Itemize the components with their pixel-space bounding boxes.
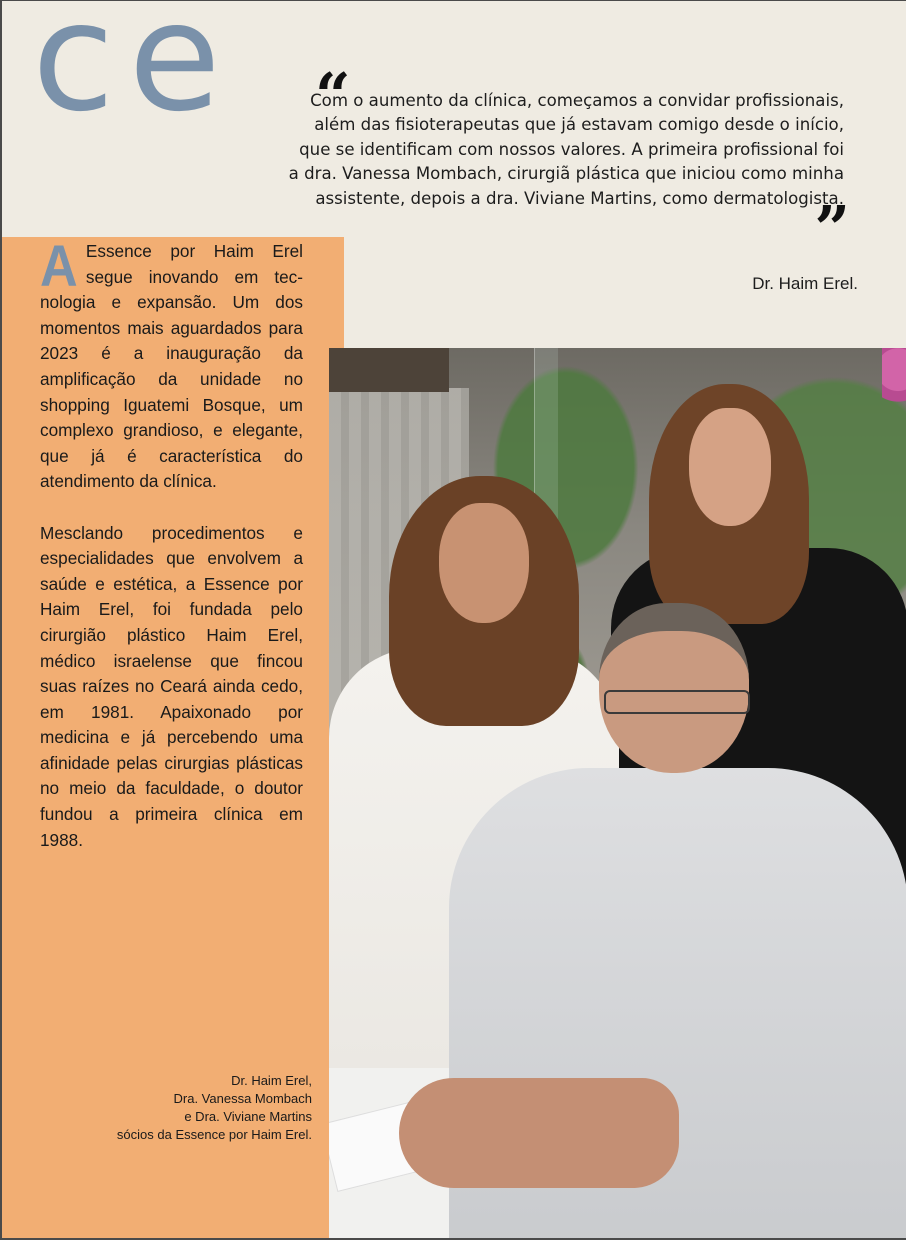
caption-line: sócios da Essence por Haim Erel. xyxy=(116,1127,312,1142)
pull-quote-text: Com o aumento da clínica, começamos a convidar profissionais, além das fisioterapeutas que já estavam comigo desde o início, que se identificam com nossos valores. A primeira profissional foi a dra. Vanessa Mombach, cirurgiã plástica que iniciou como minha assistente, depois a dra. Viviane Martins, como dermatologista. xyxy=(288,91,844,208)
article-paragraph: Mesclando procedimentos e especialidades que envolvem a saúde e estética, a Essence por Haim Erel, foi fundada pelo cirurgião plástico Haim Erel, médico israelense que fincou suas raízes no Ceará ainda cedo, em 1981. Apaixonado por medicina e já percebendo uma afinidade pelas cirurgias plásticas no meio da faculdade, o doutor fundou a primeira clínica em 1988. xyxy=(40,522,303,850)
woman-left-face xyxy=(439,503,529,623)
paragraph-text: Essence por Haim Erel segue inovando em tecnologia e expansão. Um dos momentos mais aguardados para 2023 é a inauguração da amplificação da unidade no shopping Iguatemi Bosque, um complexo grandioso, e elegante, que já é característica do atendimento da clínica. xyxy=(40,241,303,492)
pull-quote: Com o aumento da clínica, começamos a convidar profissionais, além das fisioterapeutas que já estavam comigo desde o início, que se identificam com nossos valores. A primeira profissional foi a dra. Vanessa Mombach, cirurgiã plástica que iniciou como minha assistente, depois a dra. Viviane Martins, como dermatologista.” xyxy=(288,91,844,266)
glasses-icon xyxy=(604,690,750,714)
quote-author: Dr. Haim Erel. xyxy=(752,274,858,293)
drop-cap: A xyxy=(40,234,78,299)
open-quote-icon: “ xyxy=(315,59,345,132)
photo-orchid xyxy=(882,348,906,420)
article-body xyxy=(40,234,303,853)
caption-line: Dra. Vanessa Mombach xyxy=(173,1091,312,1106)
man-hands xyxy=(399,1078,679,1188)
caption-line: e Dra. Viviane Martins xyxy=(184,1109,312,1124)
photo-caption xyxy=(117,1072,312,1144)
man-head xyxy=(599,603,749,773)
group-photo xyxy=(329,348,906,1240)
caption-line: Dr. Haim Erel, xyxy=(231,1073,312,1088)
woman-right-face xyxy=(689,408,771,526)
section-title-fragment: ce xyxy=(32,0,235,145)
article-paragraph xyxy=(40,234,303,495)
